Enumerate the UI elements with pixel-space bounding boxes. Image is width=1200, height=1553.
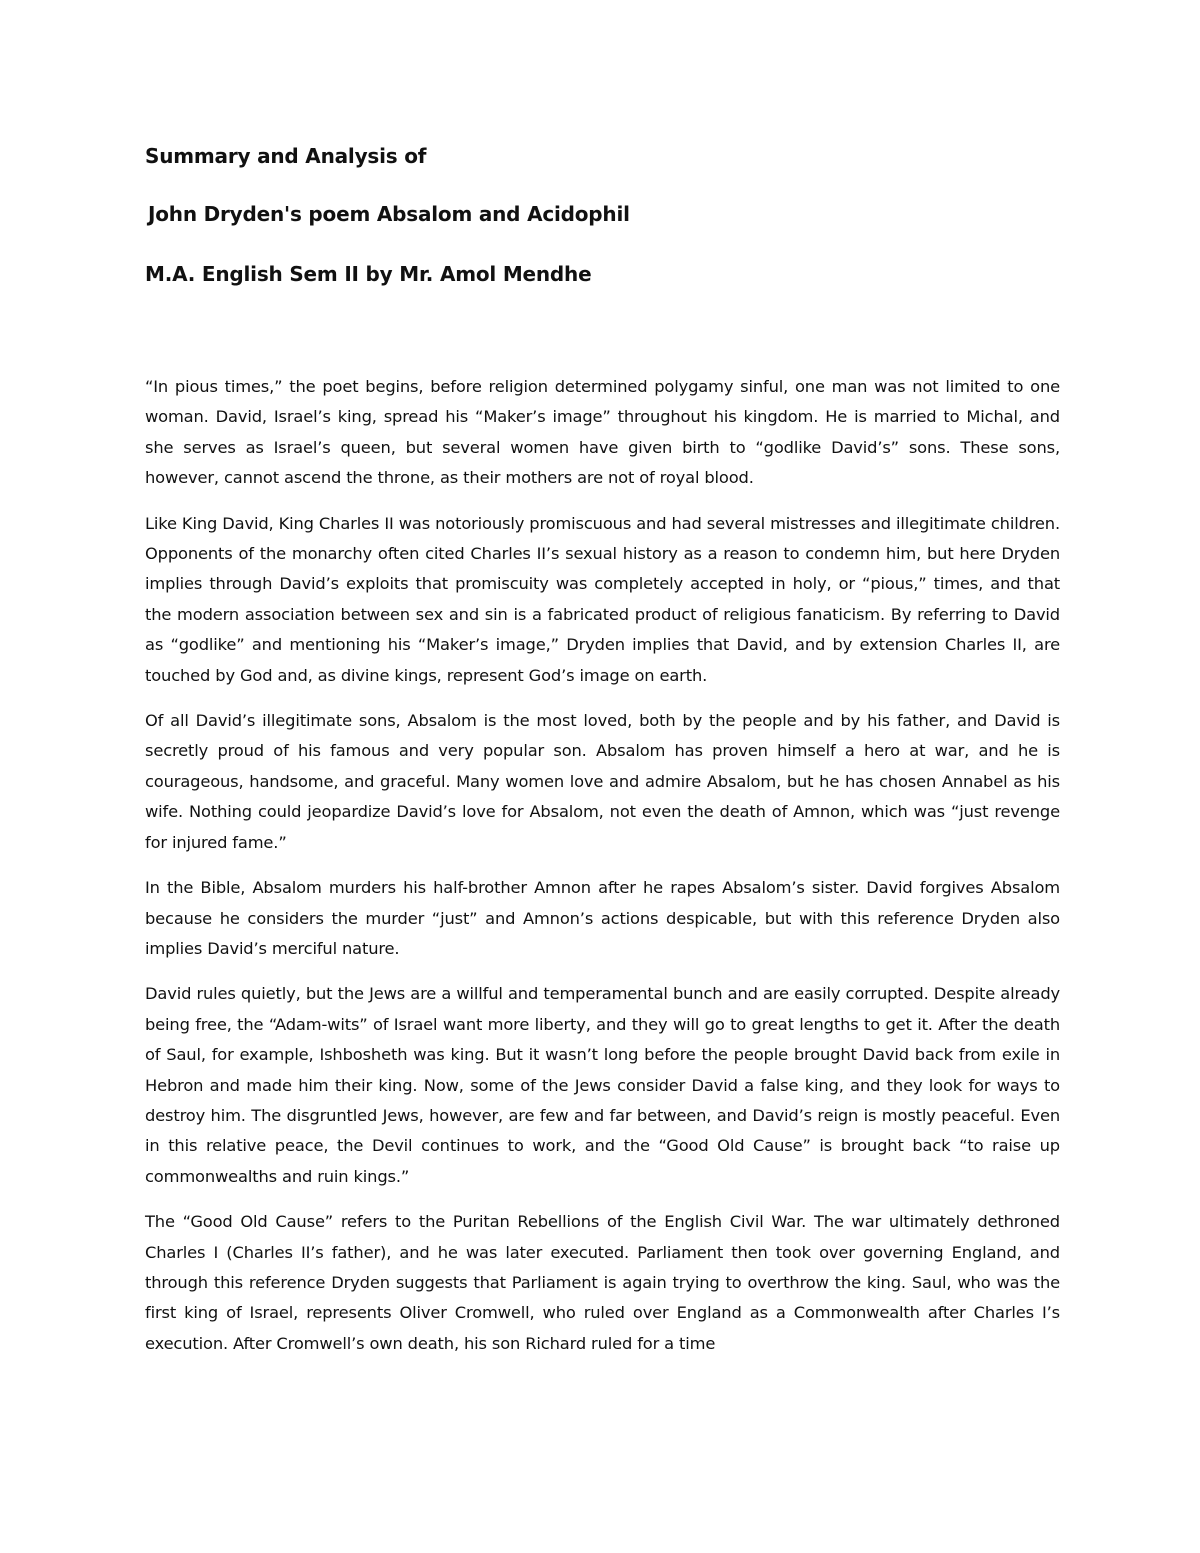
- paragraph-6: The “Good Old Cause” refers to the Puritan Rebellions of the English Civil War. The war ultimately dethroned Charles I (Charles II’s father), and he was later executed. Parliament then took over governing England, and through this reference Dryden suggests that Parliament is again trying to overthrow the king. Saul, who was the first king of Israel, represents Oliver Cromwell, who ruled over England as a Commonwealth after Charles I’s execution. After Cromwell’s own death, his son Richard ruled for a time: [145, 1212, 1060, 1353]
- heading-summary: Summary and Analysis of: [145, 144, 427, 168]
- document-body: [145, 372, 1060, 1374]
- document-heading: [145, 142, 1065, 288]
- heading-course-author: M.A. English Sem II by Mr. Amol Mendhe: [145, 262, 592, 286]
- paragraph-3: Of all David’s illegitimate sons, Absalom is the most loved, both by the people and by his father, and David is secretly proud of his famous and very popular son. Absalom has proven himself a hero at war, and he is courageous, handsome, and graceful. Many women love and admire Absalom, but he has chosen Annabel as his wife. Nothing could jeopardize David’s love for Absalom, not even the death of Amnon, which was “just revenge for injured fame.”: [145, 711, 1060, 852]
- paragraph-1: “In pious times,” the poet begins, before religion determined polygamy sinful, one man was not limited to one woman. David, Israel’s king, spread his “Maker’s image” throughout his kingdom. He is married to Michal, and she serves as Israel’s queen, but several women have given birth to “godlike David’s” sons. These sons, however, cannot ascend the throne, as their mothers are not of royal blood.: [145, 377, 1060, 488]
- heading-poem-title: John Dryden's poem Absalom and Acidophil: [148, 202, 630, 226]
- paragraph-5: David rules quietly, but the Jews are a willful and temperamental bunch and are easily corrupted. Despite already being free, the “Adam-wits” of Israel want more liberty, and they will go to great lengths to get it. After the death of Saul, for example, Ishbosheth was king. But it wasn’t long before the people brought David back from exile in Hebron and made him their king. Now, some of the Jews consider David a false king, and they look for ways to destroy him. The disgruntled Jews, however, are few and far between, and David’s reign is mostly peaceful. Even in this relative peace, the Devil continues to work, and the “Good Old Cause” is brought back “to raise up commonwealths and ruin kings.”: [145, 984, 1060, 1186]
- paragraph-2: Like King David, King Charles II was notoriously promiscuous and had several mistresses and illegitimate children. Opponents of the monarchy often cited Charles II’s sexual history as a reason to condemn him, but here Dryden implies through David’s exploits that promiscuity was completely accepted in holy, or “pious,” times, and that the modern association between sex and sin is a fabricated product of religious fanaticism. By referring to David as “godlike” and mentioning his “Maker’s image,” Dryden implies that David, and by extension Charles II, are touched by God and, as divine kings, represent God’s image on earth.: [145, 513, 1060, 685]
- paragraph-4: In the Bible, Absalom murders his half-brother Amnon after he rapes Absalom’s sister. David forgives Absalom because he considers the murder “just” and Amnon’s actions despicable, but with this reference Dryden also implies David’s merciful nature.: [145, 878, 1060, 958]
